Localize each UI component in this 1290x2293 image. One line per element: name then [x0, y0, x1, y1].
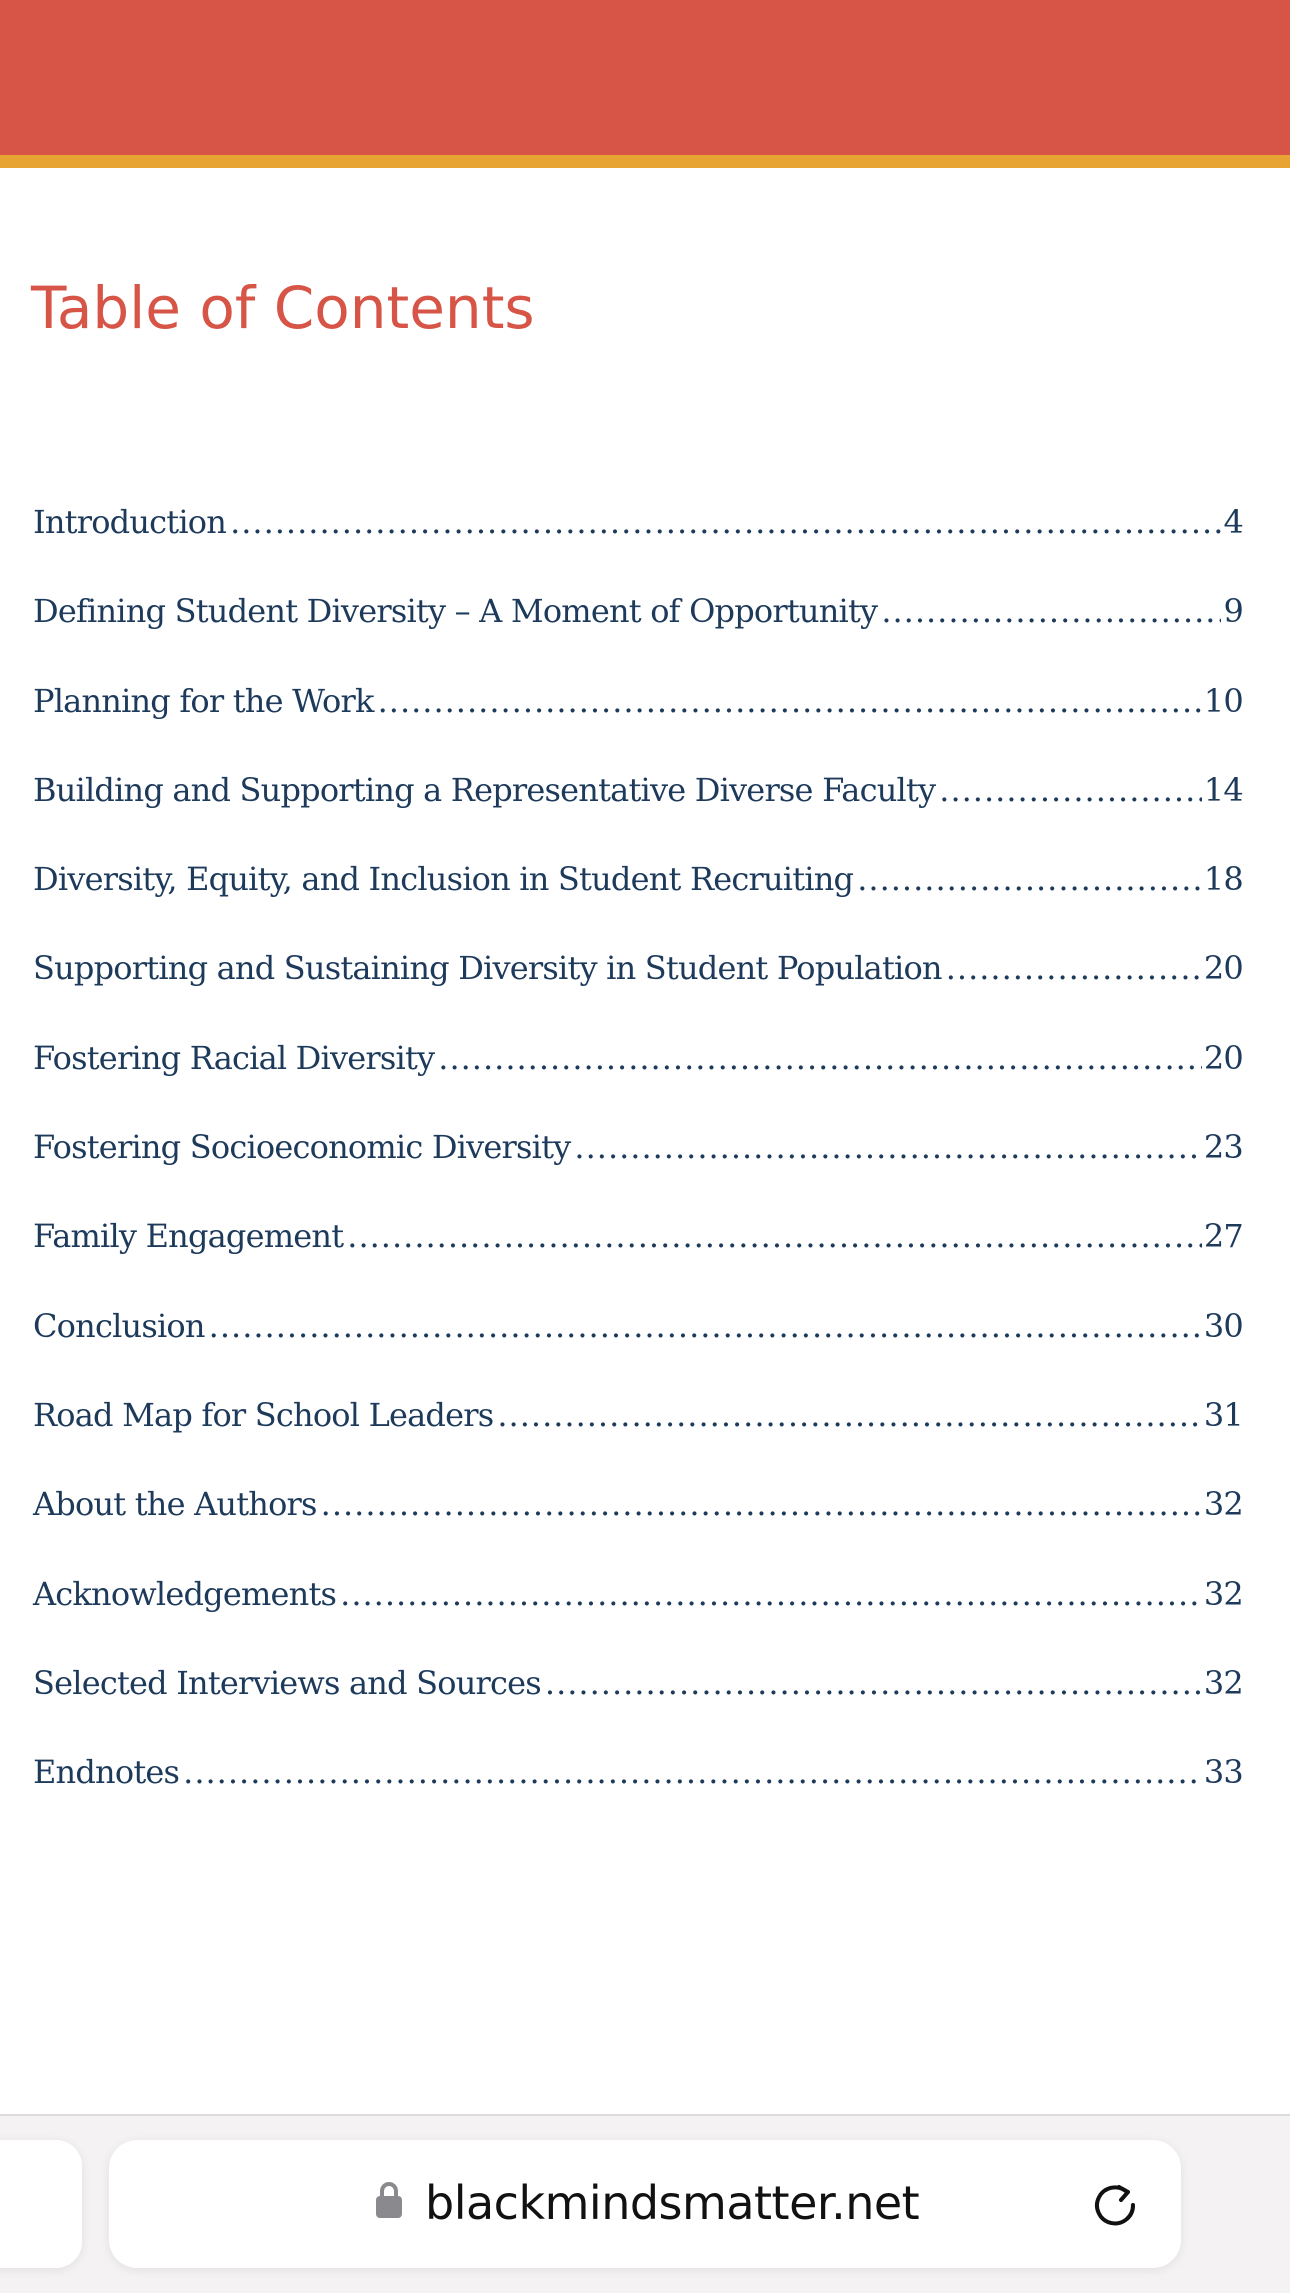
previous-tab-card[interactable]: [0, 2140, 82, 2268]
toc-entry[interactable]: [33, 1639, 1243, 1728]
toc-dot-leader: [321, 1460, 1202, 1549]
toc-dot-leader: [378, 657, 1202, 746]
toc-entry-page-number: 20: [1203, 949, 1243, 988]
toc-dot-leader: [574, 1103, 1201, 1192]
toc-dot-leader: [857, 835, 1202, 924]
toc-dot-leader: [946, 924, 1202, 1013]
toc-entry-page-number: 32: [1203, 1574, 1243, 1613]
toc-entry[interactable]: [33, 1728, 1243, 1817]
toc-entry[interactable]: [33, 657, 1243, 746]
toc-entry-label: Defining Student Diversity – A Moment of Opportunity: [33, 592, 878, 631]
toc-entry-label: Building and Supporting a Representative Diverse Faculty: [33, 770, 936, 809]
toc-entry-page-number: 30: [1203, 1306, 1243, 1345]
address-bar[interactable]: [109, 2140, 1181, 2268]
toc-dot-leader: [340, 1550, 1202, 1639]
toc-entry[interactable]: [33, 1103, 1243, 1192]
toc-dot-leader: [438, 1014, 1202, 1103]
toc-dot-leader: [545, 1639, 1202, 1728]
toc-entry-label: About the Authors: [33, 1485, 317, 1524]
header-banner: [0, 0, 1290, 155]
toc-entry[interactable]: [33, 1371, 1243, 1460]
toc-entry-label: Selected Interviews and Sources: [33, 1663, 541, 1702]
toc-entry-page-number: 32: [1203, 1485, 1243, 1524]
toc-dot-leader: [230, 478, 1221, 567]
url-text: blackmindsmatter.net: [425, 2176, 920, 2230]
toc-entry-label: Family Engagement: [33, 1217, 344, 1256]
toc-dot-leader: [347, 1192, 1202, 1281]
toc-entry[interactable]: [33, 478, 1243, 567]
toc-dot-leader: [881, 567, 1221, 656]
toc-entry-page-number: 20: [1203, 1038, 1243, 1077]
toc-entry-label: Fostering Racial Diversity: [33, 1038, 435, 1077]
header-accent-stripe: [0, 155, 1290, 168]
toc-entry[interactable]: [33, 835, 1243, 924]
toc-entry[interactable]: [33, 746, 1243, 835]
toc-dot-leader: [939, 746, 1202, 835]
toc-entry-page-number: 31: [1203, 1395, 1243, 1434]
toc-entry[interactable]: [33, 1550, 1243, 1639]
toc-entry-page-number: 32: [1203, 1663, 1243, 1702]
lock-icon: [375, 2180, 403, 2220]
toc-entry-page-number: 9: [1223, 592, 1243, 631]
browser-bottom-bar: [0, 2114, 1290, 2293]
toc-entry[interactable]: [33, 1282, 1243, 1371]
toc-dot-leader: [183, 1728, 1202, 1817]
toc-list: [33, 478, 1243, 1817]
toc-dot-leader: [497, 1371, 1202, 1460]
toc-entry[interactable]: [33, 924, 1243, 1013]
toc-entry-page-number: 27: [1203, 1217, 1243, 1256]
toc-entry[interactable]: [33, 1460, 1243, 1549]
toc-entry[interactable]: [33, 1014, 1243, 1103]
toc-entry-page-number: 4: [1223, 503, 1243, 541]
toc-entry-page-number: 18: [1203, 860, 1243, 899]
toc-entry-label: Diversity, Equity, and Inclusion in Student Recruiting: [33, 860, 854, 899]
toc-dot-leader: [209, 1282, 1202, 1371]
toc-entry-label: Endnotes: [33, 1753, 180, 1792]
toc-entry-label: Introduction: [33, 503, 227, 541]
toc-entry[interactable]: [33, 1192, 1243, 1281]
toc-entry-page-number: 33: [1203, 1753, 1243, 1792]
reload-icon[interactable]: [1089, 2178, 1141, 2230]
toc-entry-label: Acknowledgements: [33, 1574, 337, 1613]
toc-entry[interactable]: [33, 567, 1243, 656]
toc-entry-label: Fostering Socioeconomic Diversity: [33, 1128, 571, 1167]
toc-entry-label: Planning for the Work: [33, 681, 374, 720]
toc-title: Table of Contents: [31, 274, 535, 342]
toc-entry-label: Conclusion: [33, 1306, 205, 1345]
toc-entry-page-number: 23: [1203, 1128, 1243, 1167]
toc-entry-label: Road Map for School Leaders: [33, 1395, 494, 1434]
toc-entry-label: Supporting and Sustaining Diversity in Student Population: [33, 949, 942, 988]
toc-entry-page-number: 14: [1203, 770, 1243, 809]
toc-entry-page-number: 10: [1203, 681, 1243, 720]
